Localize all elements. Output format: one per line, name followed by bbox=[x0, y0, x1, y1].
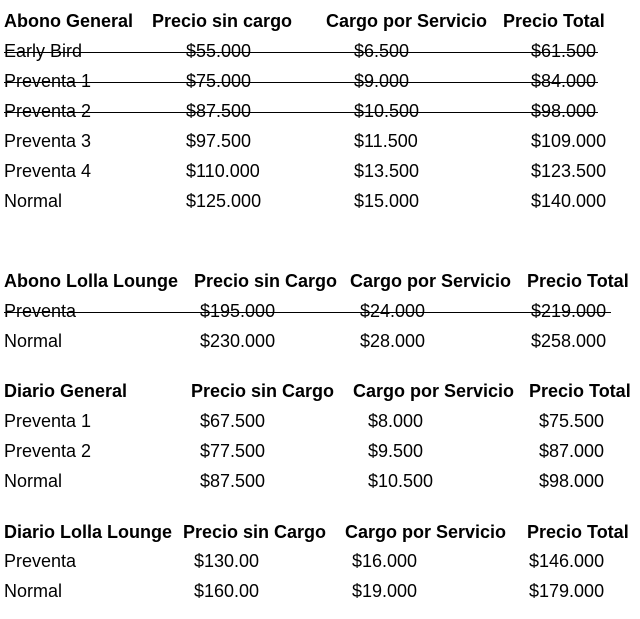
cell-precio-sin-cargo: $125.000 bbox=[186, 191, 262, 211]
cell-label: Normal bbox=[4, 331, 63, 351]
header-precio-sin-cargo: Precio sin Cargo bbox=[191, 381, 335, 401]
cell-cargo-por-servicio: $11.500 bbox=[354, 131, 418, 151]
cell-label: Normal bbox=[4, 191, 63, 211]
table-row bbox=[0, 328, 640, 354]
table-row bbox=[0, 578, 640, 604]
table-row bbox=[0, 158, 640, 184]
cell-precio-total: $219.000 bbox=[531, 301, 607, 321]
strikethrough-line bbox=[4, 112, 598, 113]
cell-cargo-por-servicio: $19.000 bbox=[352, 581, 418, 601]
table-row bbox=[0, 548, 640, 574]
cell-precio-total: $258.000 bbox=[531, 331, 607, 351]
cell-cargo-por-servicio: $10.500 bbox=[354, 101, 420, 121]
cell-label: Preventa 1 bbox=[4, 411, 92, 431]
cell-precio-total: $84.000 bbox=[531, 71, 597, 91]
cell-precio-sin-cargo: $160.00 bbox=[194, 581, 260, 601]
cell-precio-sin-cargo: $130.00 bbox=[194, 551, 260, 571]
cell-cargo-por-servicio: $15.000 bbox=[354, 191, 420, 211]
header-cargo-por-servicio: Cargo por Servicio bbox=[326, 11, 488, 31]
cell-label: Normal bbox=[4, 471, 63, 491]
header-cargo-por-servicio: Cargo por Servicio bbox=[350, 271, 512, 291]
header-precio-total: Precio Total bbox=[527, 271, 629, 291]
cell-label: Preventa 2 bbox=[4, 101, 92, 121]
cell-cargo-por-servicio: $10.500 bbox=[368, 471, 434, 491]
cell-precio-sin-cargo: $77.500 bbox=[200, 441, 266, 461]
table-row bbox=[0, 38, 640, 64]
cell-cargo-por-servicio: $16.000 bbox=[352, 551, 418, 571]
header-precio-total: Precio Total bbox=[529, 381, 631, 401]
header-precio-sin-cargo: Precio sin Cargo bbox=[194, 271, 338, 291]
cell-precio-total: $109.000 bbox=[531, 131, 607, 151]
header-label: Abono General bbox=[4, 11, 134, 31]
header-cargo-por-servicio: Cargo por Servicio bbox=[353, 381, 515, 401]
table-row bbox=[0, 468, 640, 494]
cell-precio-total: $146.000 bbox=[529, 551, 605, 571]
cell-precio-total: $87.000 bbox=[539, 441, 605, 461]
cell-precio-sin-cargo: $87.500 bbox=[186, 101, 252, 121]
cell-precio-total: $98.000 bbox=[539, 471, 605, 491]
cell-precio-total: $179.000 bbox=[529, 581, 605, 601]
table-row bbox=[0, 298, 640, 324]
cell-cargo-por-servicio: $8.000 bbox=[368, 411, 424, 431]
table-row bbox=[0, 408, 640, 434]
cell-precio-sin-cargo: $67.500 bbox=[200, 411, 266, 431]
cell-precio-sin-cargo: $230.000 bbox=[200, 331, 276, 351]
cell-precio-sin-cargo: $55.000 bbox=[186, 41, 252, 61]
table-row bbox=[0, 188, 640, 214]
header-label: Diario Lolla Lounge bbox=[4, 522, 173, 542]
cell-label: Preventa 4 bbox=[4, 161, 92, 181]
cell-precio-sin-cargo: $110.000 bbox=[186, 161, 260, 181]
table-row bbox=[0, 438, 640, 464]
cell-label: Preventa bbox=[4, 301, 77, 321]
table-header-row bbox=[0, 8, 640, 34]
table-header-row bbox=[0, 378, 640, 404]
cell-precio-sin-cargo: $97.500 bbox=[186, 131, 252, 151]
cell-precio-sin-cargo: $195.000 bbox=[200, 301, 276, 321]
cell-label: Preventa bbox=[4, 551, 77, 571]
cell-cargo-por-servicio: $9.500 bbox=[368, 441, 424, 461]
strikethrough-line bbox=[4, 312, 611, 313]
table-row bbox=[0, 128, 640, 154]
cell-label: Preventa 3 bbox=[4, 131, 92, 151]
table-header-row bbox=[0, 268, 640, 294]
cell-precio-sin-cargo: $75.000 bbox=[186, 71, 252, 91]
cell-precio-total: $140.000 bbox=[531, 191, 607, 211]
cell-label: Normal bbox=[4, 581, 63, 601]
header-label: Abono Lolla Lounge bbox=[4, 271, 178, 291]
cell-label: Preventa 1 bbox=[4, 71, 92, 91]
cell-cargo-por-servicio: $28.000 bbox=[360, 331, 426, 351]
cell-precio-sin-cargo: $87.500 bbox=[200, 471, 266, 491]
cell-label: Preventa 2 bbox=[4, 441, 92, 461]
table-row bbox=[0, 98, 640, 124]
cell-precio-total: $61.500 bbox=[531, 41, 597, 61]
strikethrough-line bbox=[4, 82, 598, 83]
table-header-row bbox=[0, 519, 640, 545]
cell-cargo-por-servicio: $13.500 bbox=[354, 161, 420, 181]
header-cargo-por-servicio: Cargo por Servicio bbox=[345, 522, 507, 542]
header-precio-total: Precio Total bbox=[503, 11, 605, 31]
header-label: Diario General bbox=[4, 381, 128, 401]
cell-precio-total: $98.000 bbox=[531, 101, 597, 121]
cell-cargo-por-servicio: $24.000 bbox=[360, 301, 426, 321]
table-row bbox=[0, 68, 640, 94]
strikethrough-line bbox=[4, 52, 598, 53]
header-precio-sin-cargo: Precio sin Cargo bbox=[183, 522, 327, 542]
cell-cargo-por-servicio: $9.000 bbox=[354, 71, 410, 91]
header-precio-sin-cargo: Precio sin cargo bbox=[152, 11, 293, 31]
header-precio-total: Precio Total bbox=[527, 522, 629, 542]
cell-precio-total: $123.500 bbox=[531, 161, 607, 181]
cell-cargo-por-servicio: $6.500 bbox=[354, 41, 410, 61]
cell-precio-total: $75.500 bbox=[539, 411, 605, 431]
cell-label: Early Bird bbox=[4, 41, 83, 61]
